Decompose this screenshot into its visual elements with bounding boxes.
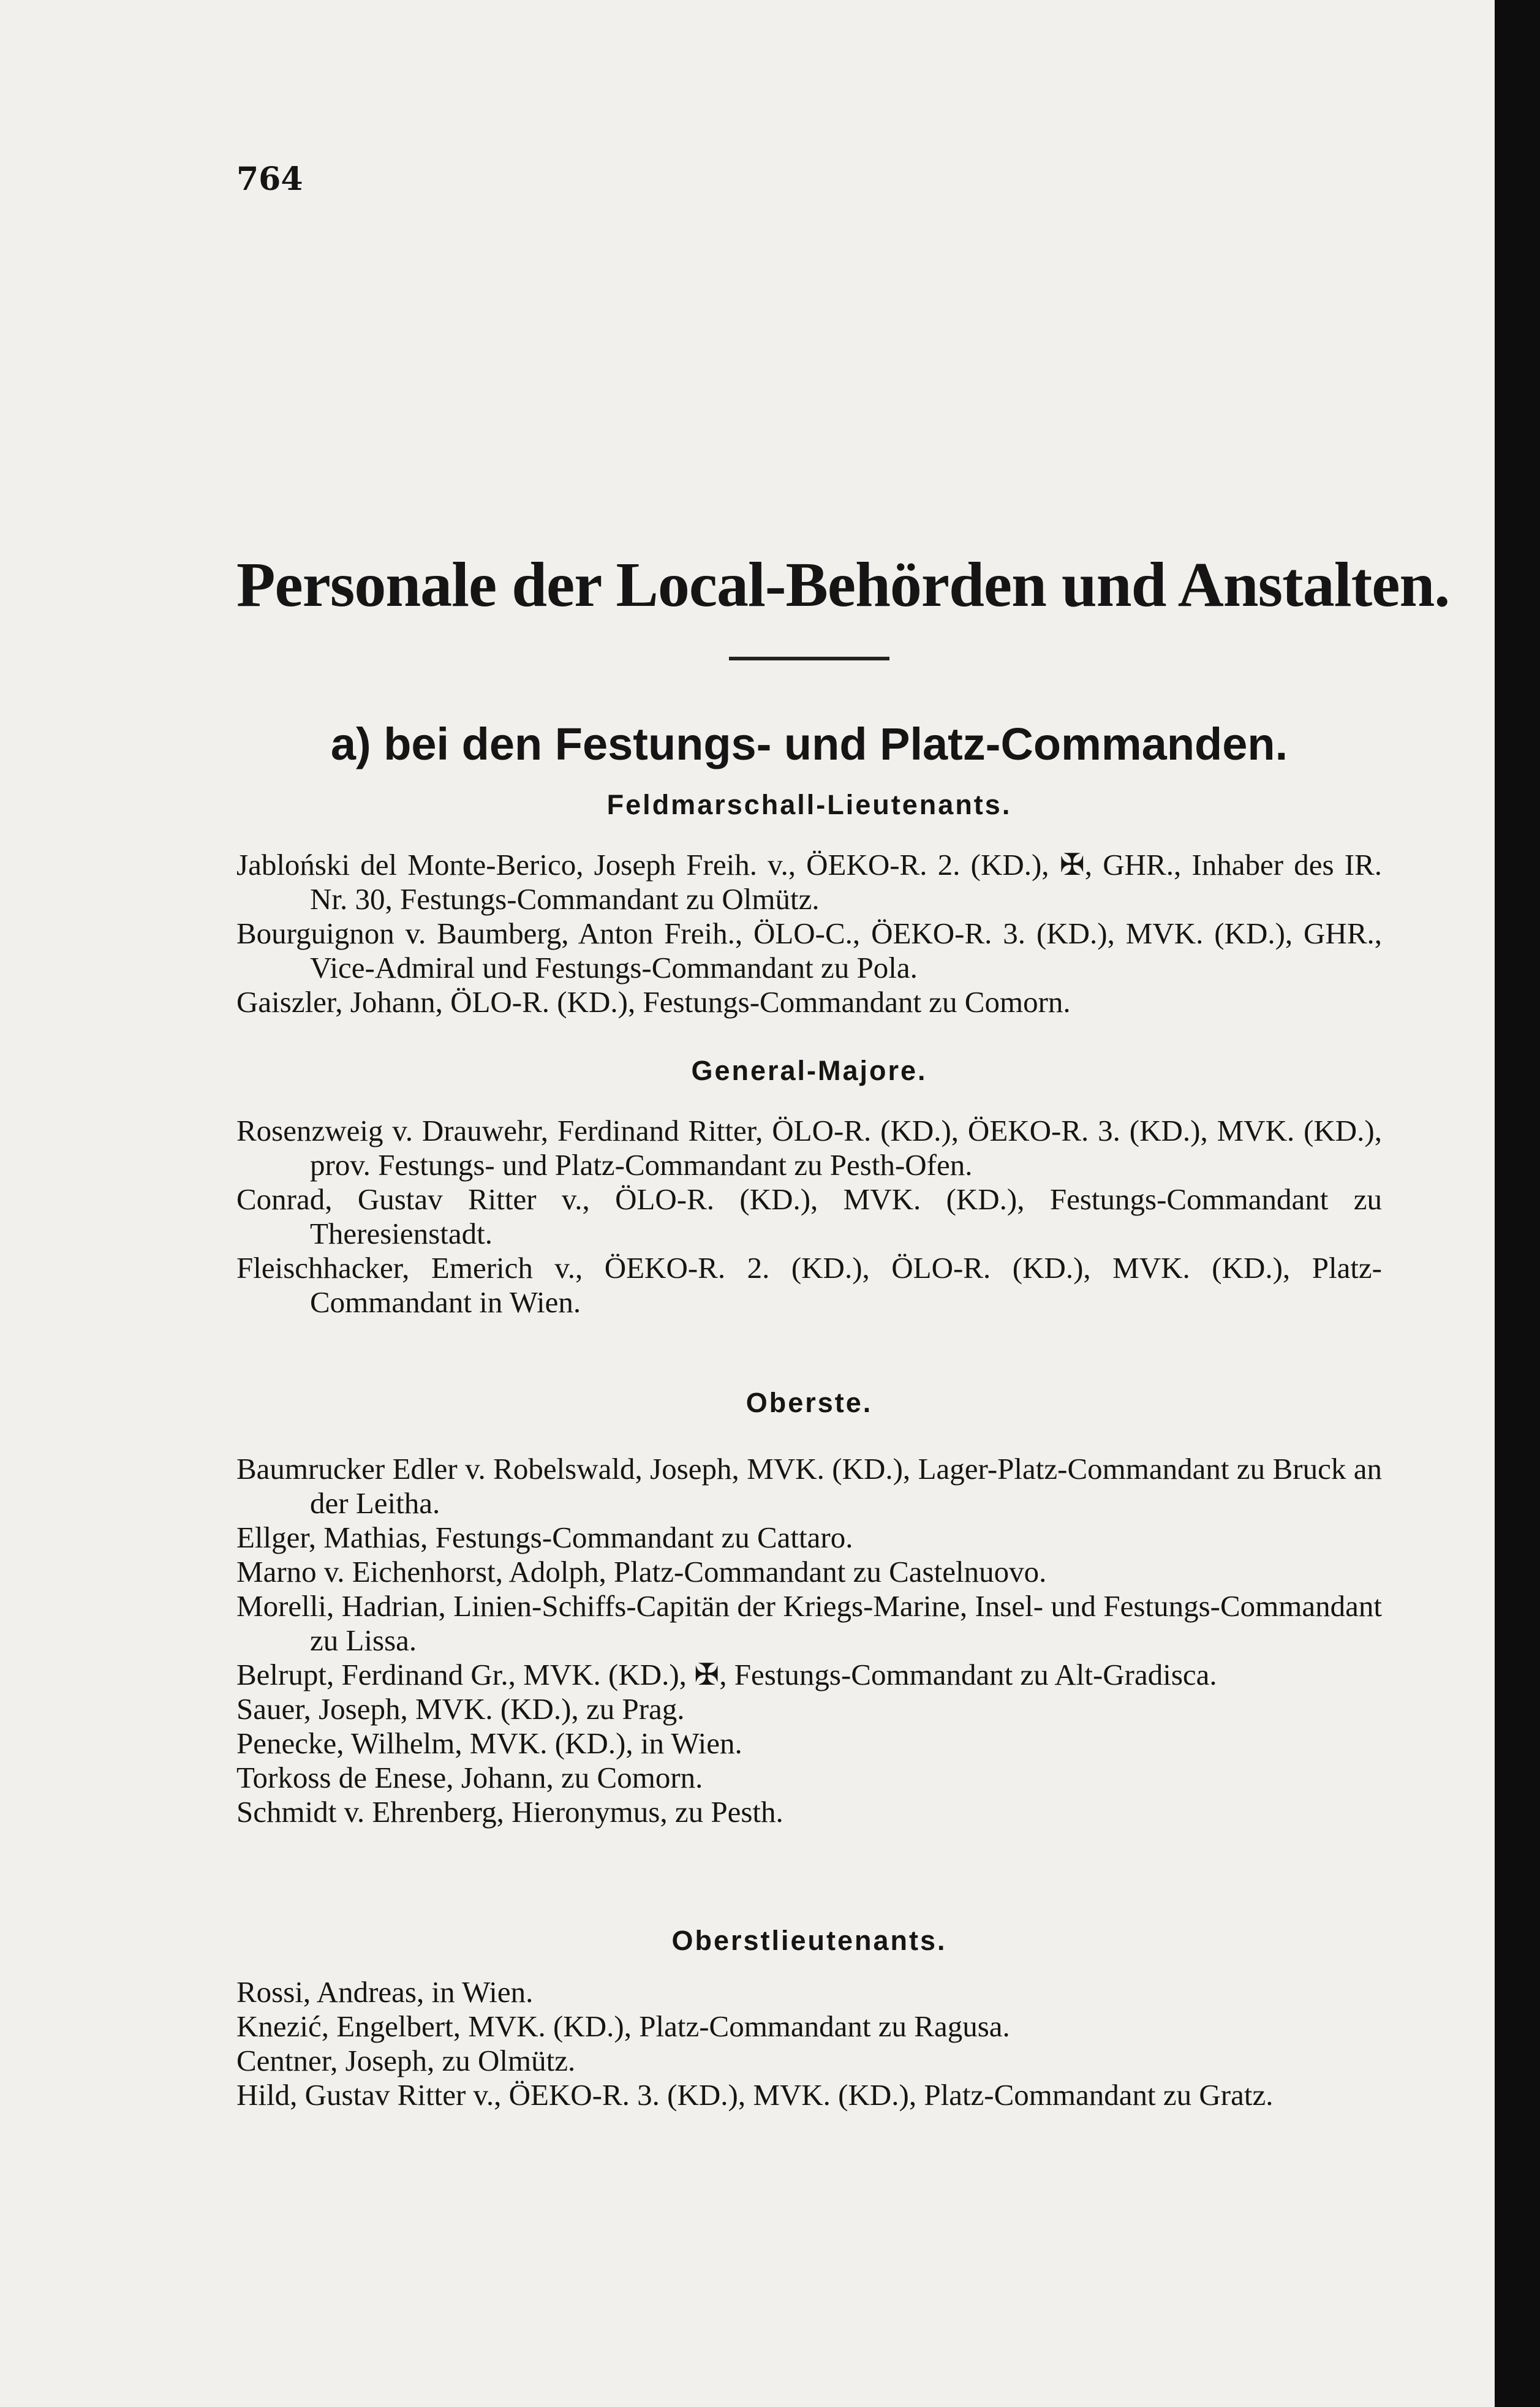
list-item: Bourguignon v. Baumberg, Anton Freih., ÖLO-C., ÖEKO-R. 3. (KD.), MVK. (KD.), GHR., Vice-Admiral und Festungs-Commandant zu Pola. [236,916,1382,984]
list-general-majore [236,1114,1382,1320]
list-item: Baumrucker Edler v. Robelswald, Joseph, MVK. (KD.), Lager-Platz-Commandant zu Bruck an der Leitha. [236,1452,1382,1520]
list-item: Torkoss de Enese, Johann, zu Comorn. [236,1761,703,1794]
list-item: Marno v. Eichenhorst, Adolph, Platz-Commandant zu Castelnuovo. [236,1555,1047,1589]
list-item: Schmidt v. Ehrenberg, Hieronymus, zu Pesth. [236,1795,783,1829]
title-divider [729,657,889,660]
list-oberstlieutenants [236,1975,1382,2112]
list-item: Sauer, Joseph, MVK. (KD.), zu Prag. [236,1692,685,1726]
heading-feldmarschall-lieutenants: Feldmarschall-Lieutenants. [606,789,1012,820]
list-oberste [236,1452,1382,1829]
list-item: Conrad, Gustav Ritter v., ÖLO-R. (KD.), MVK. (KD.), Festungs-Commandant zu Theresienstadt. [236,1182,1382,1250]
list-item: Belrupt, Ferdinand Gr., MVK. (KD.), ✠, Festungs-Commandant zu Alt-Gradisca. [236,1658,1217,1691]
list-item: Rosenzweig v. Drauwehr, Ferdinand Ritter, ÖLO-R. (KD.), ÖEKO-R. 3. (KD.), MVK. (KD.), prov. Festungs- und Platz-Commandant zu Pesth-Ofen. [236,1114,1382,1182]
list-item: Jabloński del Monte-Berico, Joseph Freih. v., ÖEKO-R. 2. (KD.), ✠, GHR., Inhaber des IR. Nr. 30, Festungs-Commandant zu Olmütz. [236,848,1382,916]
scan-edge [1495,0,1540,2407]
section-subtitle: a) bei den Festungs- und Platz-Commanden. [330,719,1288,769]
list-item: Centner, Joseph, zu Olmütz. [236,2044,576,2077]
list-item: Hild, Gustav Ritter v., ÖEKO-R. 3. (KD.), MVK. (KD.), Platz-Commandant zu Gratz. [236,2078,1274,2112]
list-item: Morelli, Hadrian, Linien-Schiffs-Capitän der Kriegs-Marine, Insel- und Festungs-Commandant zu Lissa. [236,1589,1382,1657]
list-item: Rossi, Andreas, in Wien. [236,1975,534,2009]
heading-oberstlieutenants: Oberstlieutenants. [671,1925,947,1956]
list-item: Penecke, Wilhelm, MVK. (KD.), in Wien. [236,1726,742,1760]
list-item: Gaiszler, Johann, ÖLO-R. (KD.), Festungs-Commandant zu Comorn. [236,985,1071,1019]
page-number: 764 [236,161,303,198]
list-item: Knezić, Engelbert, MVK. (KD.), Platz-Commandant zu Ragusa. [236,2009,1010,2043]
list-item: Fleischhacker, Emerich v., ÖEKO-R. 2. (KD.), ÖLO-R. (KD.), MVK. (KD.), Platz-Commandant in Wien. [236,1251,1382,1319]
page-title: Personale der Local-Behörden und Anstalten. [236,550,1450,620]
list-feldmarschall-lieutenants [236,848,1382,1019]
list-item: Ellger, Mathias, Festungs-Commandant zu Cattaro. [236,1521,853,1554]
heading-general-majore: General-Majore. [691,1055,927,1086]
heading-oberste: Oberste. [745,1387,873,1418]
